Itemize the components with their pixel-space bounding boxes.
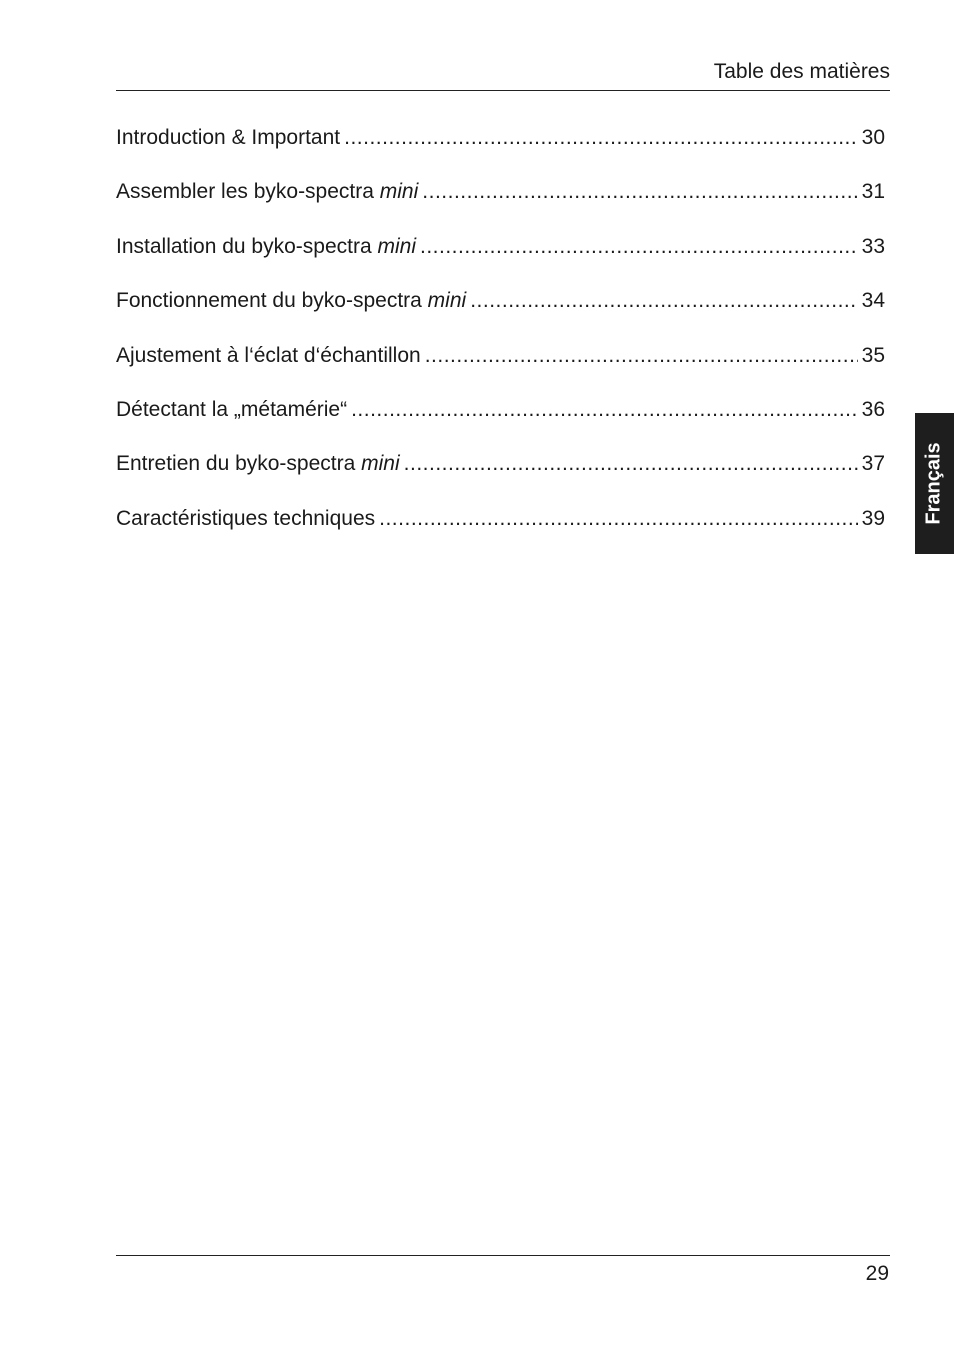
toc-dot-leader	[404, 450, 858, 478]
header-rule	[116, 90, 890, 91]
toc-entry[interactable]	[116, 450, 885, 504]
toc-entry-title: Caractéristiques techniques	[116, 506, 376, 530]
toc-entry-page: 34	[861, 289, 885, 313]
toc-entry[interactable]	[116, 233, 885, 287]
toc-entry-page: 36	[861, 397, 885, 421]
toc-entry-title: Ajustement à l‘éclat d‘échantillon	[116, 343, 421, 367]
toc-entry[interactable]	[116, 287, 885, 341]
toc-entry-title: Entretien du byko-spectra mini	[116, 452, 400, 476]
toc-dot-leader	[351, 396, 858, 424]
page-header-title: Table des matières	[713, 60, 890, 83]
toc-dot-leader	[420, 233, 858, 261]
toc-entry-title: Assembler les byko-spectra mini	[116, 180, 419, 204]
toc-dot-leader	[344, 124, 858, 152]
toc-entry[interactable]	[116, 342, 885, 396]
toc-entry-page: 30	[861, 126, 885, 149]
toc-entry[interactable]	[116, 505, 885, 559]
page-number: 29	[865, 1262, 889, 1285]
footer-rule	[116, 1255, 890, 1256]
toc-entry[interactable]	[116, 396, 885, 450]
table-of-contents	[116, 124, 885, 559]
toc-dot-leader	[425, 342, 858, 370]
language-tab-label: Français	[923, 442, 946, 525]
toc-dot-leader	[470, 287, 857, 315]
toc-entry-title: Détectant la „métamérie“	[116, 397, 348, 421]
toc-entry[interactable]	[116, 178, 885, 232]
language-tab	[915, 413, 954, 554]
toc-entry[interactable]	[116, 124, 885, 178]
toc-entry-page: 35	[861, 343, 885, 367]
toc-entry-page: 31	[861, 180, 885, 204]
toc-entry-title: Introduction & Important	[116, 126, 341, 149]
toc-entry-title: Fonctionnement du byko-spectra mini	[116, 289, 467, 313]
toc-entry-page: 33	[861, 234, 885, 258]
toc-entry-page: 39	[861, 506, 885, 530]
toc-dot-leader	[379, 505, 858, 533]
toc-dot-leader	[422, 178, 857, 206]
toc-entry-title: Installation du byko-spectra mini	[116, 234, 416, 258]
toc-entry-page: 37	[861, 452, 885, 476]
